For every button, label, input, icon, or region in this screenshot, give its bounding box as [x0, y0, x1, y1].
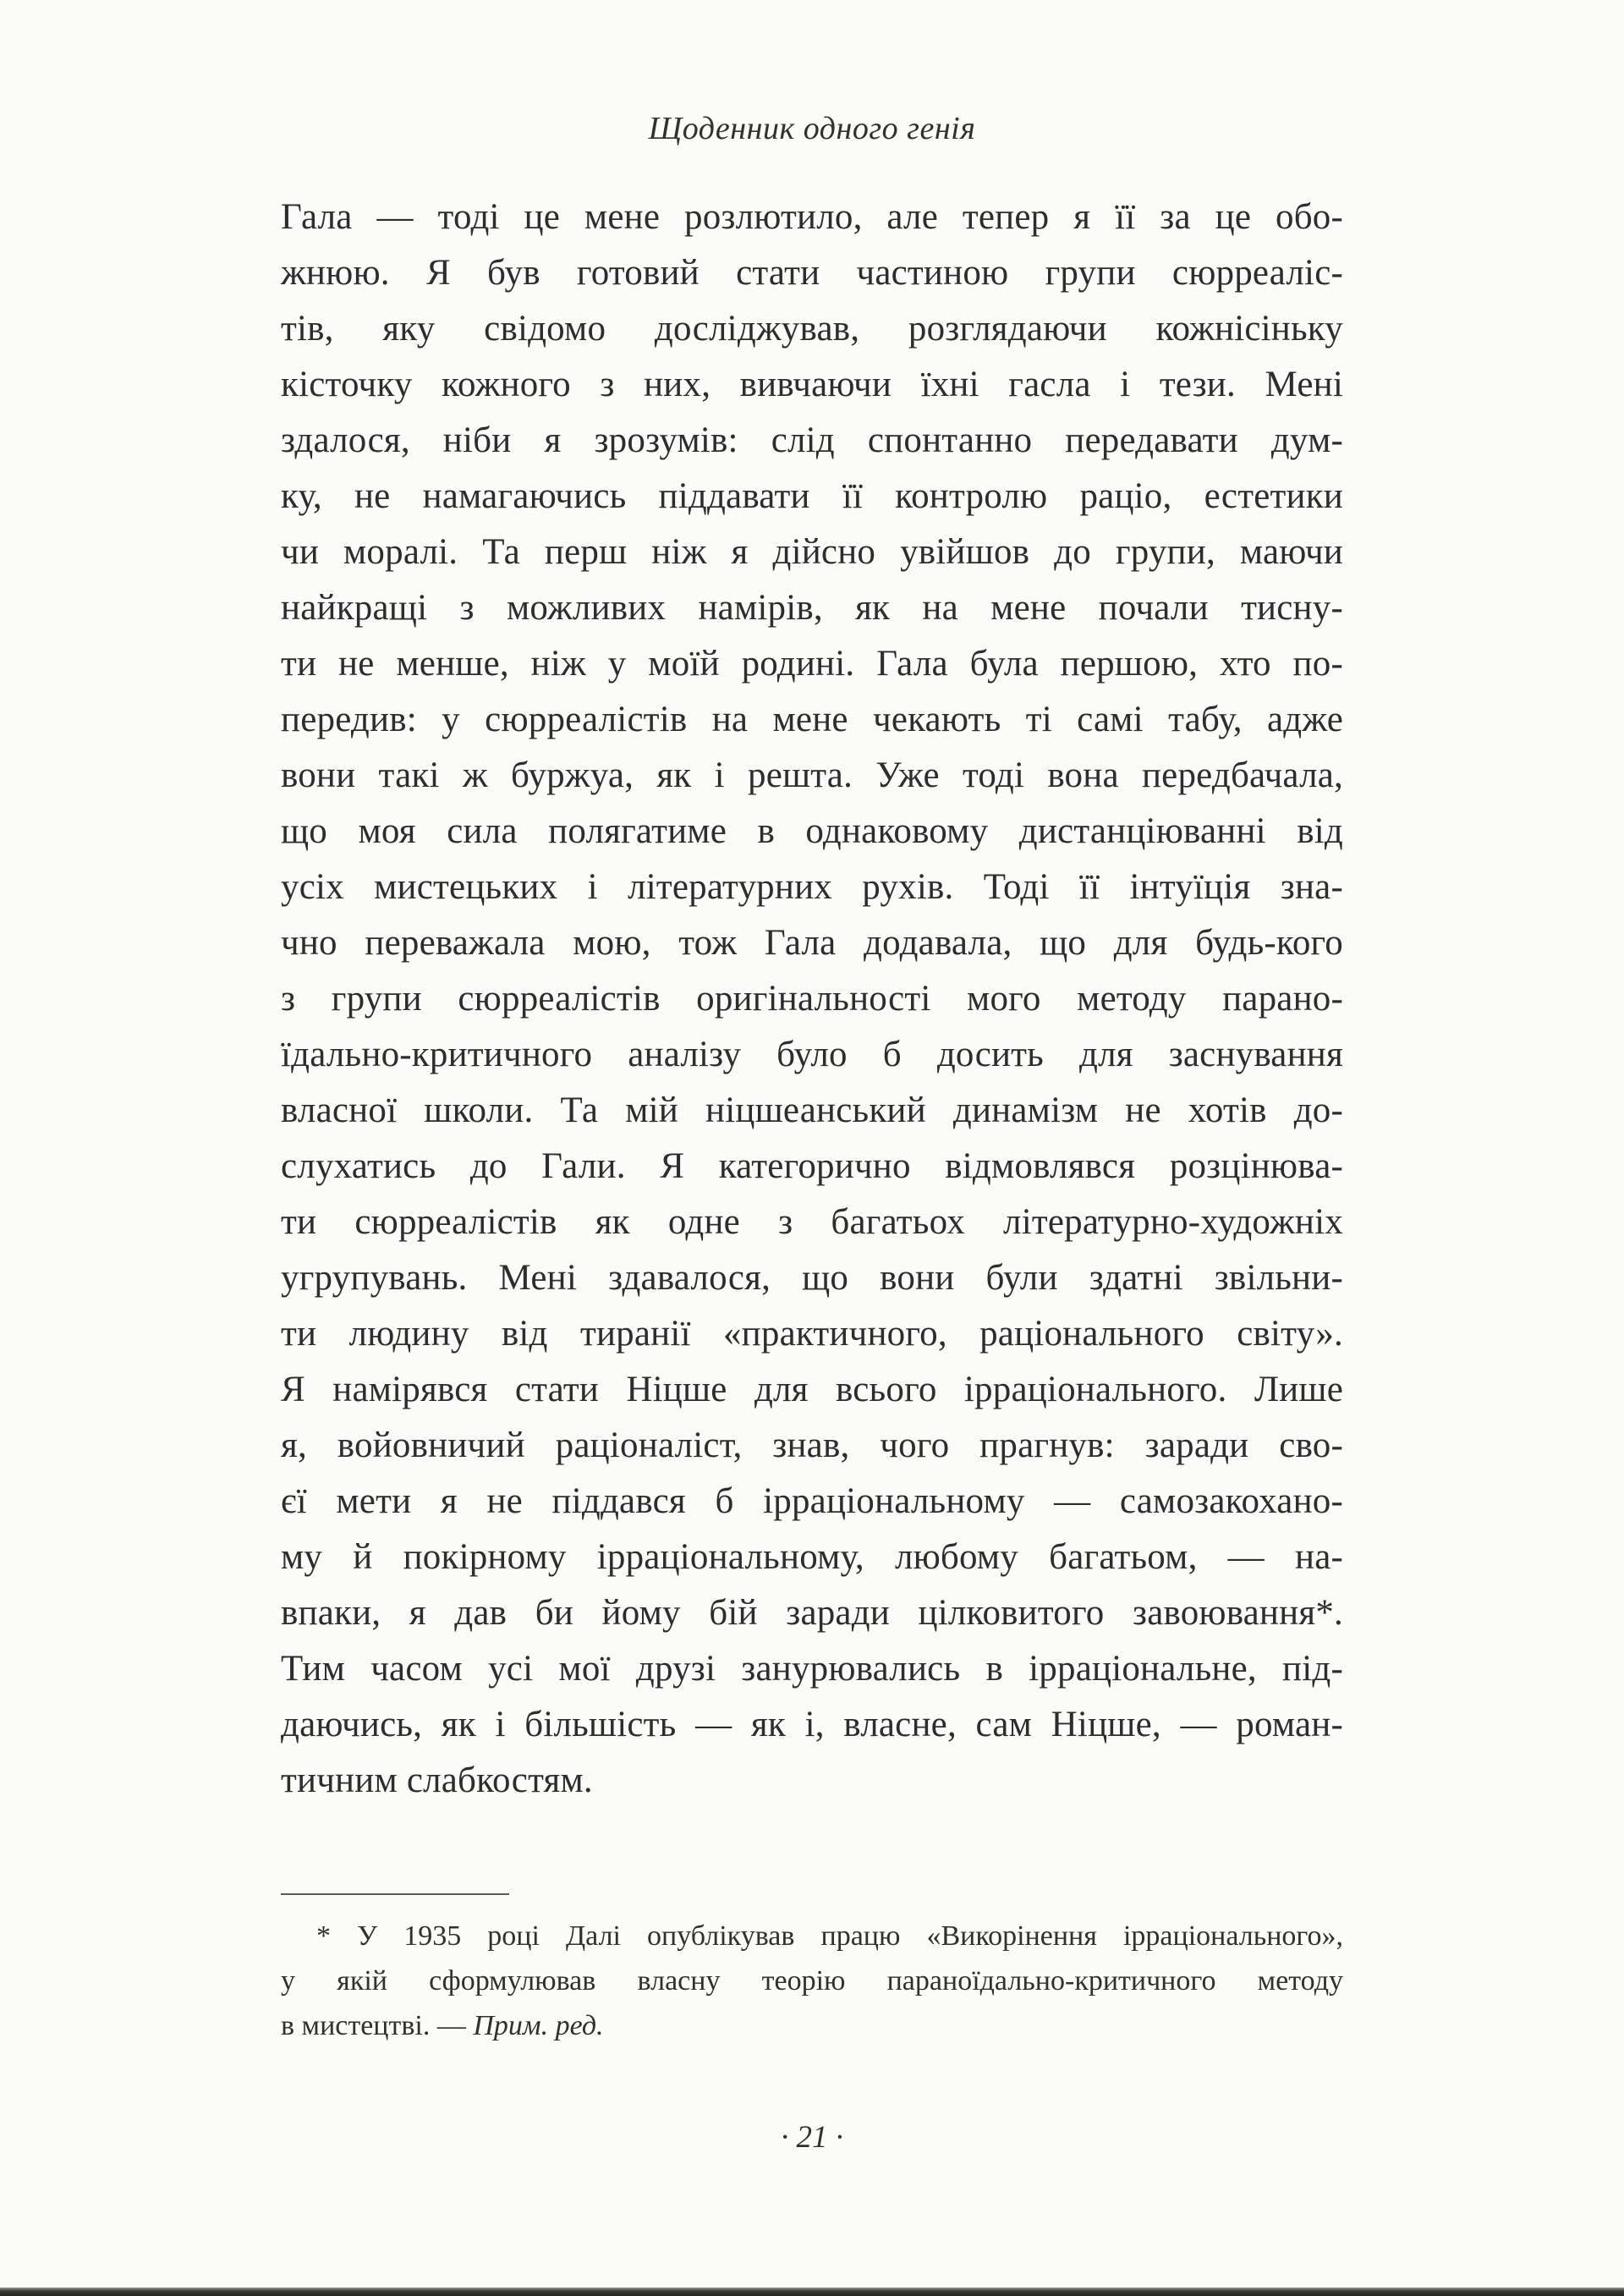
- body-line: ку, не намагаючись піддавати її контролю раціо, естетики: [281, 476, 1343, 516]
- body-line: му й покірному ірраціональному, любому багатьом, — на-: [281, 1537, 1343, 1577]
- page-number: · 21 ·: [781, 2120, 843, 2155]
- body-line: впаки, я дав би йому бій заради цілковитого завоювання*.: [281, 1593, 1343, 1633]
- body-line: ти не менше, ніж у моїй родині. Гала була першою, хто по-: [281, 644, 1343, 684]
- body-line: чи моралі. Та перш ніж я дійсно увійшов до групи, маючи: [281, 532, 1343, 572]
- body-line: власної школи. Та мій ніцшеанський динамізм не хотів до-: [281, 1090, 1343, 1130]
- body-line: кісточку кожного з них, вивчаючи їхні гасла і тези. Мені: [281, 365, 1343, 404]
- body-line: Тим часом усі мої друзі занурювались в ірраціональне, під-: [281, 1649, 1343, 1689]
- body-line: тів, яку свідомо досліджував, розглядаючи кожнісіньку: [281, 309, 1343, 349]
- body-line: здалося, ніби я зрозумів: слід спонтанно передавати дум-: [281, 420, 1343, 460]
- body-line: Я намірявся стати Ніцше для всього ірраціонального. Лише: [281, 1370, 1343, 1409]
- footnote-divider: [281, 1893, 509, 1895]
- body-line: я, войовничий раціоналіст, знав, чого прагнув: заради сво-: [281, 1425, 1343, 1465]
- scan-bottom-edge: [0, 2288, 1624, 2296]
- body-line: що моя сила полягатиме в однаковому дистанціюванні від: [281, 811, 1343, 851]
- body-line: ти сюрреалістів як одне з багатьох літературно-художніх: [281, 1202, 1343, 1242]
- body-line: тичним слабкостям.: [281, 1760, 593, 1800]
- body-line: Гала — тоді це мене розлютило, але тепер я її за це обо-: [281, 197, 1343, 237]
- body-text-block: [281, 190, 1343, 1809]
- body-line: жнюю. Я був готовий стати частиною групи сюрреаліс-: [281, 253, 1343, 293]
- footnote-line: [281, 2003, 1343, 2048]
- footnote-line: у якій сформулював власну теорію параноїдально-критичного методу: [281, 1965, 1343, 1997]
- body-line: чно переважала мою, тож Гала додавала, що для будь-кого: [281, 923, 1343, 963]
- footnote-editor-note: Прим. ред.: [473, 2010, 604, 2041]
- body-line: найкращі з можливих намірів, як на мене почали тисну-: [281, 588, 1343, 628]
- footnote-text: в мистецтві. —: [281, 2010, 474, 2041]
- body-line: даючись, як і більшість — як і, власне, сам Ніцше, — роман-: [281, 1705, 1343, 1744]
- body-line: вони такі ж буржуа, як і решта. Уже тоді вона передбачала,: [281, 755, 1343, 795]
- body-line: усіх мистецьких і літературних рухів. Тоді її інтуїція зна-: [281, 867, 1343, 907]
- body-line: ти людину від тиранії «практичного, раціонального світу».: [281, 1314, 1343, 1354]
- body-line: угрупувань. Мені здавалося, що вони були здатні звільни-: [281, 1258, 1343, 1298]
- running-header: Щоденник одного генія: [648, 111, 976, 146]
- footnote-line: * У 1935 році Далі опублікував працю «Викорінення ірраціонального»,: [316, 1920, 1343, 1952]
- body-line: слухатись до Гали. Я категорично відмовлявся розцінюва-: [281, 1146, 1343, 1186]
- body-line: єї мети я не піддався б ірраціональному — самозакохано-: [281, 1481, 1343, 1521]
- footnote-block: [281, 1914, 1343, 2048]
- body-line: їдально-критичного аналізу було б досить для заснування: [281, 1035, 1343, 1074]
- body-line: з групи сюрреалістів оригінальності мого методу парано-: [281, 979, 1343, 1019]
- body-line: передив: у сюрреалістів на мене чекають ті самі табу, адже: [281, 700, 1343, 739]
